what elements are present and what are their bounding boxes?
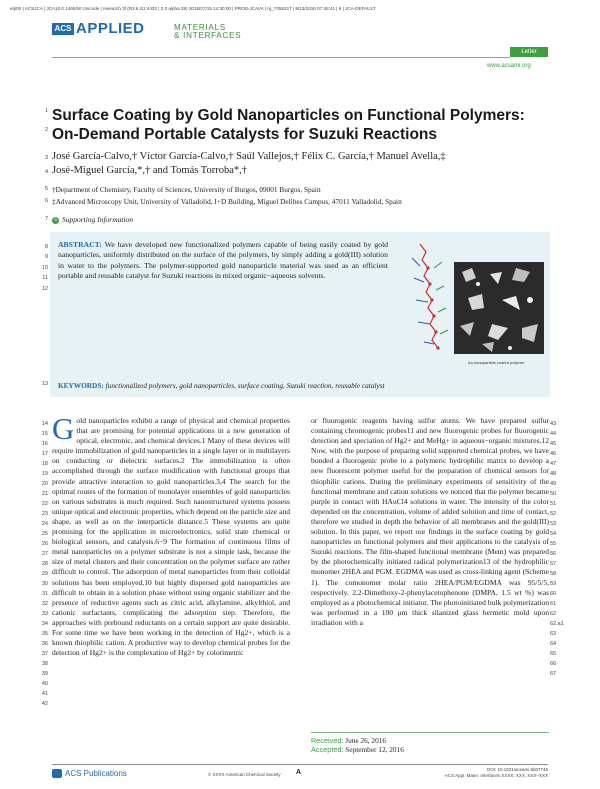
- header-rule: [52, 57, 510, 58]
- line-number: 52: [550, 511, 557, 517]
- line-number: 49: [550, 481, 557, 487]
- line-number: 59: [550, 581, 557, 587]
- line-number: 30: [41, 581, 48, 587]
- line-number: 54: [550, 531, 557, 537]
- abstract-label: ABSTRACT:: [58, 240, 102, 249]
- line-number: 6: [44, 198, 48, 204]
- line-number: 20: [41, 481, 48, 487]
- line-number: 42: [41, 701, 48, 707]
- line-number: 53: [550, 521, 557, 527]
- doi-link[interactable]: DOI: 10.1021/acsami.6b07746: [486, 767, 548, 772]
- body-column-right: [311, 416, 549, 628]
- keywords-label: KEYWORDS:: [58, 381, 104, 390]
- sem-micrograph: [454, 262, 544, 354]
- line-number: 50: [550, 491, 557, 497]
- received-label: Received:: [311, 736, 344, 745]
- supporting-info-label: Supporting Information: [62, 215, 134, 224]
- abstract-body: We have developed new functionalized polymers capable of being easily coated by gold nanoparticles, uniformly distributed on the surface of the polymers, by simply adding a gold(III) solution in water to the polymers. The polymer-supported gold nanoparticle material was used as an efficient portable and reusable catalyst for Suzuki reactions in mixed organic−aqueous solvents.: [58, 240, 388, 281]
- line-number: 22: [41, 501, 48, 507]
- left-column-text: old nanoparticles exhibit a range of physical and chemical properties that are promising for potential applications in a new generation of optical, electronic, and chemical devices.1 Many of these devices will require immobilization of gold nanoparticles in a single layer or in multilayers on conducting or dielectric surfaces.2 The immobilization is often accomplished through the surface modification with functional groups that provide attractive interaction to gold nanoparticles.3,4 The search for the optimal routes of the formation of monolayer ensembles of gold nanoparticles on various substrates is much required. Such nanostructured systems possess unique optical and electronic properties, which depend on the particle size and shape, as well as on the interparticle distance.5 These systems are quite promising for the application in microelectronics, solid state chemical or biological sensors, and catalysis.6−9 The formation of continuous films of metal nanoparticles on a polymer substrate is not a simple task, because the size of metal clusters and their concentration on the polymer surface are rather difficult to control. The adsorption of metal nanoparticles from their colloidal solutions has been employed,10 but highly dispersed gold nanoparticles are difficult to obtain in a solution phase without using organic stabilizer and the presence of reductive agents such as citric acid, alkylamine, alkylthiol, and cationic surfactants, complicating the adsorption step. Therefore, the approaches with prebound reductants on a certain support are quite desirable. For some time we have been working in the detection of Hg2+, which is a known thiophilic cation. A productive way to develop chemical probes for the detection of Hg2+ is the complexation of Hg2+ by colorimetric: [52, 416, 290, 658]
- line-number: 23: [41, 511, 48, 517]
- line-number: 26: [41, 541, 48, 547]
- line-number: 15: [41, 431, 48, 437]
- affiliation-2: ‡Advanced Microscopy Unit, University of Valladolid, I+D Building, Miguel Delibes Campus, 47011 Valladolid, Spain: [52, 197, 402, 206]
- line-number: 63: [550, 631, 557, 637]
- page-number: A: [296, 769, 302, 776]
- line-number: 61: [550, 601, 557, 607]
- accepted-label: Accepted:: [311, 745, 344, 754]
- line-number: 33: [41, 611, 48, 617]
- drop-cap: G: [52, 411, 75, 446]
- line-number: 4: [44, 169, 48, 175]
- line-number: 2: [44, 127, 48, 133]
- line-number: 21: [41, 491, 48, 497]
- line-number: 65: [550, 651, 557, 657]
- line-number: 10: [41, 265, 48, 271]
- line-number: 18: [41, 461, 48, 467]
- doi-block: [415, 767, 548, 779]
- journal-subname-1: MATERIALS: [174, 23, 226, 32]
- line-number: 9: [44, 254, 48, 260]
- line-number: 3: [44, 155, 48, 161]
- body-column-left: [52, 411, 290, 658]
- line-number: 48: [550, 471, 557, 477]
- journal-name: APPLIED: [76, 20, 145, 37]
- line-number: 51: [550, 501, 557, 507]
- line-number: 38: [41, 661, 48, 667]
- line-number: 58: [550, 571, 557, 577]
- line-number: 62: [550, 611, 557, 617]
- line-number: 67: [550, 671, 557, 677]
- author-list: [52, 150, 512, 178]
- line-number: 37: [41, 651, 48, 657]
- line-number: 34: [41, 621, 48, 627]
- line-number: 29: [41, 571, 48, 577]
- line-number: 64: [550, 641, 557, 647]
- line-number: 62.a1: [550, 621, 564, 627]
- authors-line-2: José-Miguel García,*,† and Tomás Torroba*,†: [52, 165, 247, 176]
- copyright: © XXXX American Chemical Society: [208, 772, 281, 777]
- accepted-date: September 12, 2016: [345, 745, 404, 754]
- line-number: 39: [41, 671, 48, 677]
- line-number: 66: [550, 661, 557, 667]
- line-number: 17: [41, 451, 48, 457]
- journal-url[interactable]: www.acsami.org: [487, 63, 531, 69]
- line-number: 14: [41, 421, 48, 427]
- received-date: June 26, 2016: [345, 736, 387, 745]
- line-number: 25: [41, 531, 48, 537]
- production-header: elp00 | ACSJCA | JCA10.0.1465/W Unicode | research.3f (R3.6.i11:4432 | 2.0 alpha 39) 2015/07/15 14:30:00 | PROD-JCAVA | rq_7058317 | 9/13/2016 07:48:41 | 6 | JCA-DEFAULT: [10, 6, 376, 11]
- line-number: 13: [41, 381, 48, 387]
- footer-rule: [52, 764, 548, 765]
- line-number: 1: [44, 108, 48, 114]
- toc-graphic: [398, 238, 546, 374]
- polymer-structure-figure: [412, 244, 448, 350]
- line-number: 12: [41, 286, 48, 292]
- toc-caption: Au nanoparticle coated polymer: [468, 360, 525, 365]
- line-number: 60: [550, 591, 557, 597]
- line-number: 8: [44, 244, 48, 250]
- keywords-list: functionalized polymers, gold nanoparticles, surface coating, Suzuki reaction, reusable catalyst: [105, 381, 385, 390]
- keywords: [58, 381, 538, 390]
- line-number: 35: [41, 631, 48, 637]
- article-title: Surface Coating by Gold Nanoparticles on Functional Polymers: On-Demand Portable Catalysts for Suzuki Reactions: [52, 107, 525, 143]
- line-number: 44: [550, 431, 557, 437]
- authors-line-1: José García-Calvo,† Víctor García-Calvo,† Saúl Vallejos,† Félix C. García,† Manuel Avella,‡: [52, 151, 446, 162]
- publisher-name: ACS Publications: [65, 769, 127, 778]
- line-number: 46: [550, 451, 557, 457]
- line-number: 55: [550, 541, 557, 547]
- line-number: 57: [550, 561, 557, 567]
- acs-logo: ACS: [52, 23, 74, 35]
- line-number: 11: [42, 275, 48, 281]
- line-number: 32: [41, 601, 48, 607]
- line-number: 43: [550, 421, 557, 427]
- line-number: 36: [41, 641, 48, 647]
- journal-subname: [174, 24, 241, 40]
- line-number: 24: [41, 521, 48, 527]
- abstract: [58, 240, 388, 282]
- right-column-text: or fluorogenic reagents having sulfur atoms. We have prepared sulfur containing chromogenic probes11 and new fluorogenic probes for fluorogenic detection and speciation of Hg2+ and MeHg+ in aqueous−organic mixtures.12 Now, with the purpose of preparing solid supported chemical probes, we have bonded a fluorogenic probe to a polymeric hydrophilic matrix to develop a new fluorescent polymer useful for the preparation of chemical sensors for thiophilic cations. During the preliminary experiments of sensitivity of the functional membrane and cation solutions we noticed that the polymer became purple in contact with HAuCl4 solutions in water. The intensity of the color depended on the concentration, volume of added solution and time of contact, therefore we studied in depth the behavior of all membranes and the gold(III) solution. In this paper, we report our findings in the surface coating by gold nanoparticles on functional polymers and their applications to the catalysis of Suzuki reactions. The film-shaped functional membrane (Mem) was prepared by the photochemically initiated radical polymerization13 of the hydrophilic monomer 2HEA and PGM. EGDMA was used as cross-linking agent (Scheme 1). The comonomer molar ratio 2HEA/PGM/EGDMA was 95/5/5, respectively. 2,2-Dimethoxy-2-phenylacetophenone (DMPA, 1.5 wt %) was employed as a photochemical initiator. The photoinitiated bulk polymerization was performed in a 100 μm thick silanized glass hermetic mold upon irradiation with a: [311, 416, 549, 627]
- line-number: 40: [41, 681, 48, 687]
- article-type-badge: Letter: [510, 47, 548, 57]
- supporting-information-link[interactable]: [52, 215, 133, 224]
- supporting-info-icon: S: [52, 217, 59, 224]
- line-number: 45: [550, 441, 557, 447]
- journal-subname-2: & INTERFACES: [174, 31, 242, 40]
- publisher-logo: [52, 769, 127, 778]
- acs-publications-icon: [52, 769, 62, 778]
- affiliation-1: †Department of Chemistry, Faculty of Sciences, University of Burgos, 09001 Burgos, Spain: [52, 185, 321, 194]
- line-number: 41: [41, 691, 48, 697]
- line-number: 7: [44, 216, 48, 222]
- line-number: 28: [41, 561, 48, 567]
- dates-rule: [311, 732, 549, 733]
- line-number: 27: [41, 551, 48, 557]
- article-dates: [311, 736, 404, 754]
- line-number: 19: [41, 471, 48, 477]
- accepted-date-row: [311, 745, 404, 754]
- citation: ACS Appl. Mater. Interfaces XXXX, XXX, XXX−XXX: [444, 773, 548, 778]
- received-date-row: [311, 736, 404, 745]
- line-number: 5: [44, 186, 48, 192]
- line-number: 31: [41, 591, 48, 597]
- line-number: 56: [550, 551, 557, 557]
- line-number: 16: [41, 441, 48, 447]
- line-number: 47: [550, 461, 557, 467]
